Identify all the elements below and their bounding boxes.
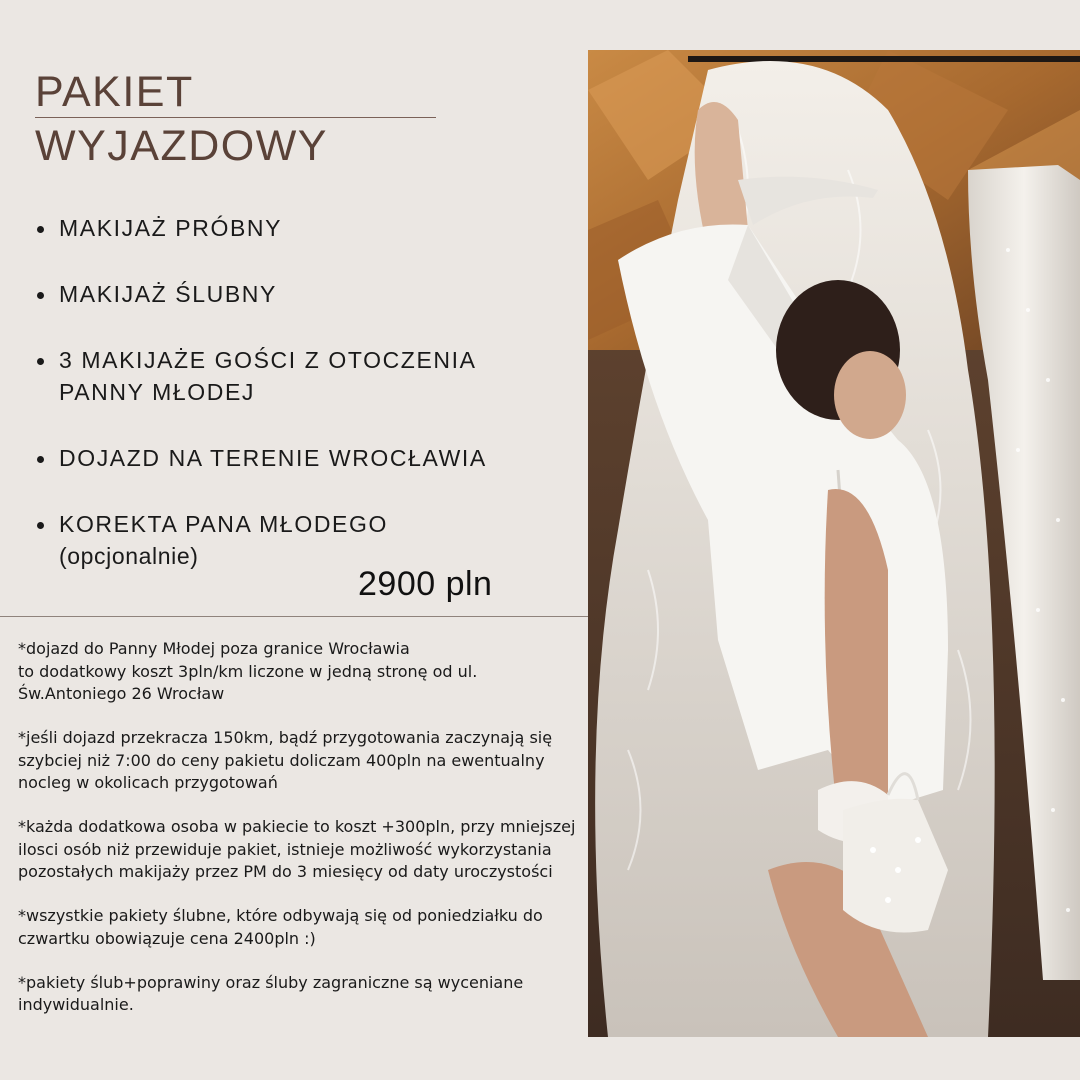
feature-label: MAKIJAŻ PRÓBNY [59,215,283,241]
feature-item [35,442,529,474]
page-title [35,66,328,172]
bride-photo [588,50,1080,1037]
feature-item [35,508,529,572]
package-price: 2900 pln [358,565,493,603]
feature-item [35,212,529,244]
note-paragraph: *dojazd do Panny Młodej poza granice Wrocławia to dodatkowy koszt 3pln/km liczone w jedną stronę od ul. Św.Antoniego 26 Wrocław [18,639,478,703]
note-paragraph: *pakiety ślub+poprawiny oraz śluby zagraniczne są wyceniane indywidualnie. [18,972,524,1014]
note-paragraph: *jeśli dojazd przekracza 150km, bądź przygotowania zaczynają się szybciej niż 7:00 do ceny pakietu doliczam 400pln na ewentualny nocleg w okolicach przygotowań [18,728,553,792]
feature-item [35,344,529,408]
title-underline [35,117,436,118]
feature-item [35,278,529,310]
section-divider [0,616,588,617]
notes-section [18,638,583,1038]
feature-label: DOJAZD NA TERENIE WROCŁAWIA [59,445,487,471]
feature-label: MAKIJAŻ ŚLUBNY [59,281,277,307]
feature-label: KOREKTA PANA MŁODEGO [59,511,388,537]
title-line-1: PAKIET [35,68,194,116]
title-line-2: WYJAZDOWY [35,122,328,170]
feature-label: 3 MAKIJAŻE GOŚCI Z OTOCZENIA PANNY MŁODEJ [59,347,476,405]
feature-note: (opcjonalnie) [59,543,199,569]
note-paragraph: *każda dodatkowa osoba w pakiecie to koszt +300pln, przy mniejszej ilosci osób niż przewiduje pakiet, istnieje możliwość wykorzystania pozostałych makijaży przez PM do 3 miesięcy od daty uroczystości [18,817,576,881]
feature-list [35,212,529,606]
note-paragraph: *wszystkie pakiety ślubne, które odbywają się od poniedziałku do czwartku obowiązuje cena 2400pln :) [18,906,543,948]
